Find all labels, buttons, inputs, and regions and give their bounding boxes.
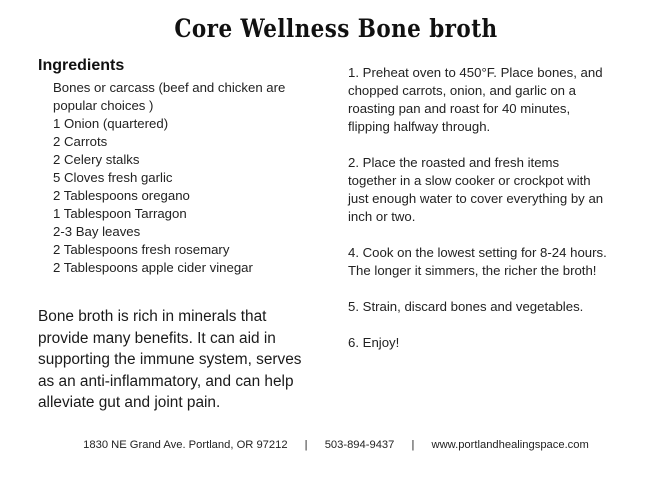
instruction-step: 5. Strain, discard bones and vegetables. <box>348 299 584 314</box>
instruction-step: 6. Enjoy! <box>348 335 400 350</box>
ingredient-item: Bones or carcass (beef and chicken are popular choices ) <box>53 80 286 113</box>
ingredient-item: 2 Carrots <box>53 134 108 149</box>
ingredient-item: 5 Cloves fresh garlic <box>53 170 173 185</box>
ingredient-item: 1 Tablespoon Tarragon <box>53 206 187 221</box>
instruction-step: 2. Place the roasted and fresh items together in a slow cooker or crockpot with just enough water to cover everything by an inch or two. <box>348 155 604 224</box>
ingredients-heading: Ingredients <box>38 57 125 74</box>
ingredient-item: 2-3 Bay leaves <box>53 224 141 239</box>
ingredient-item: 2 Tablespoons oregano <box>53 188 190 203</box>
footer-separator: | <box>304 439 308 451</box>
page-title: Core Wellness Bone broth <box>174 14 498 43</box>
footer-phone: 503-894-9437 <box>324 439 395 451</box>
ingredient-item: 1 Onion (quartered) <box>53 116 169 131</box>
ingredients-list <box>53 79 303 277</box>
footer-separator: | <box>411 439 415 451</box>
footer <box>0 439 672 451</box>
instruction-step: 4. Cook on the lowest setting for 8-24 hours. The longer it simmers, the richer the broth! <box>348 245 607 278</box>
ingredient-item: 2 Tablespoons fresh rosemary <box>53 242 230 257</box>
footer-website: www.portlandhealingspace.com <box>431 439 589 451</box>
ingredient-item: 2 Tablespoons apple cider vinegar <box>53 260 253 275</box>
instruction-step: 1. Preheat oven to 450°F. Place bones, and chopped carrots, onion, and garlic on a roasting pan and roast for 40 minutes, flipping halfway through. <box>348 65 603 134</box>
benefits-paragraph: Bone broth is rich in minerals that provide many benefits. It can aid in supporting the immune system, serves as an anti-inflammatory, and can help alleviate gut and joint pain. <box>38 308 302 411</box>
footer-address: 1830 NE Grand Ave. Portland, OR 97212 <box>83 439 288 451</box>
instructions-list <box>348 64 610 370</box>
ingredient-item: 2 Celery stalks <box>53 152 140 167</box>
